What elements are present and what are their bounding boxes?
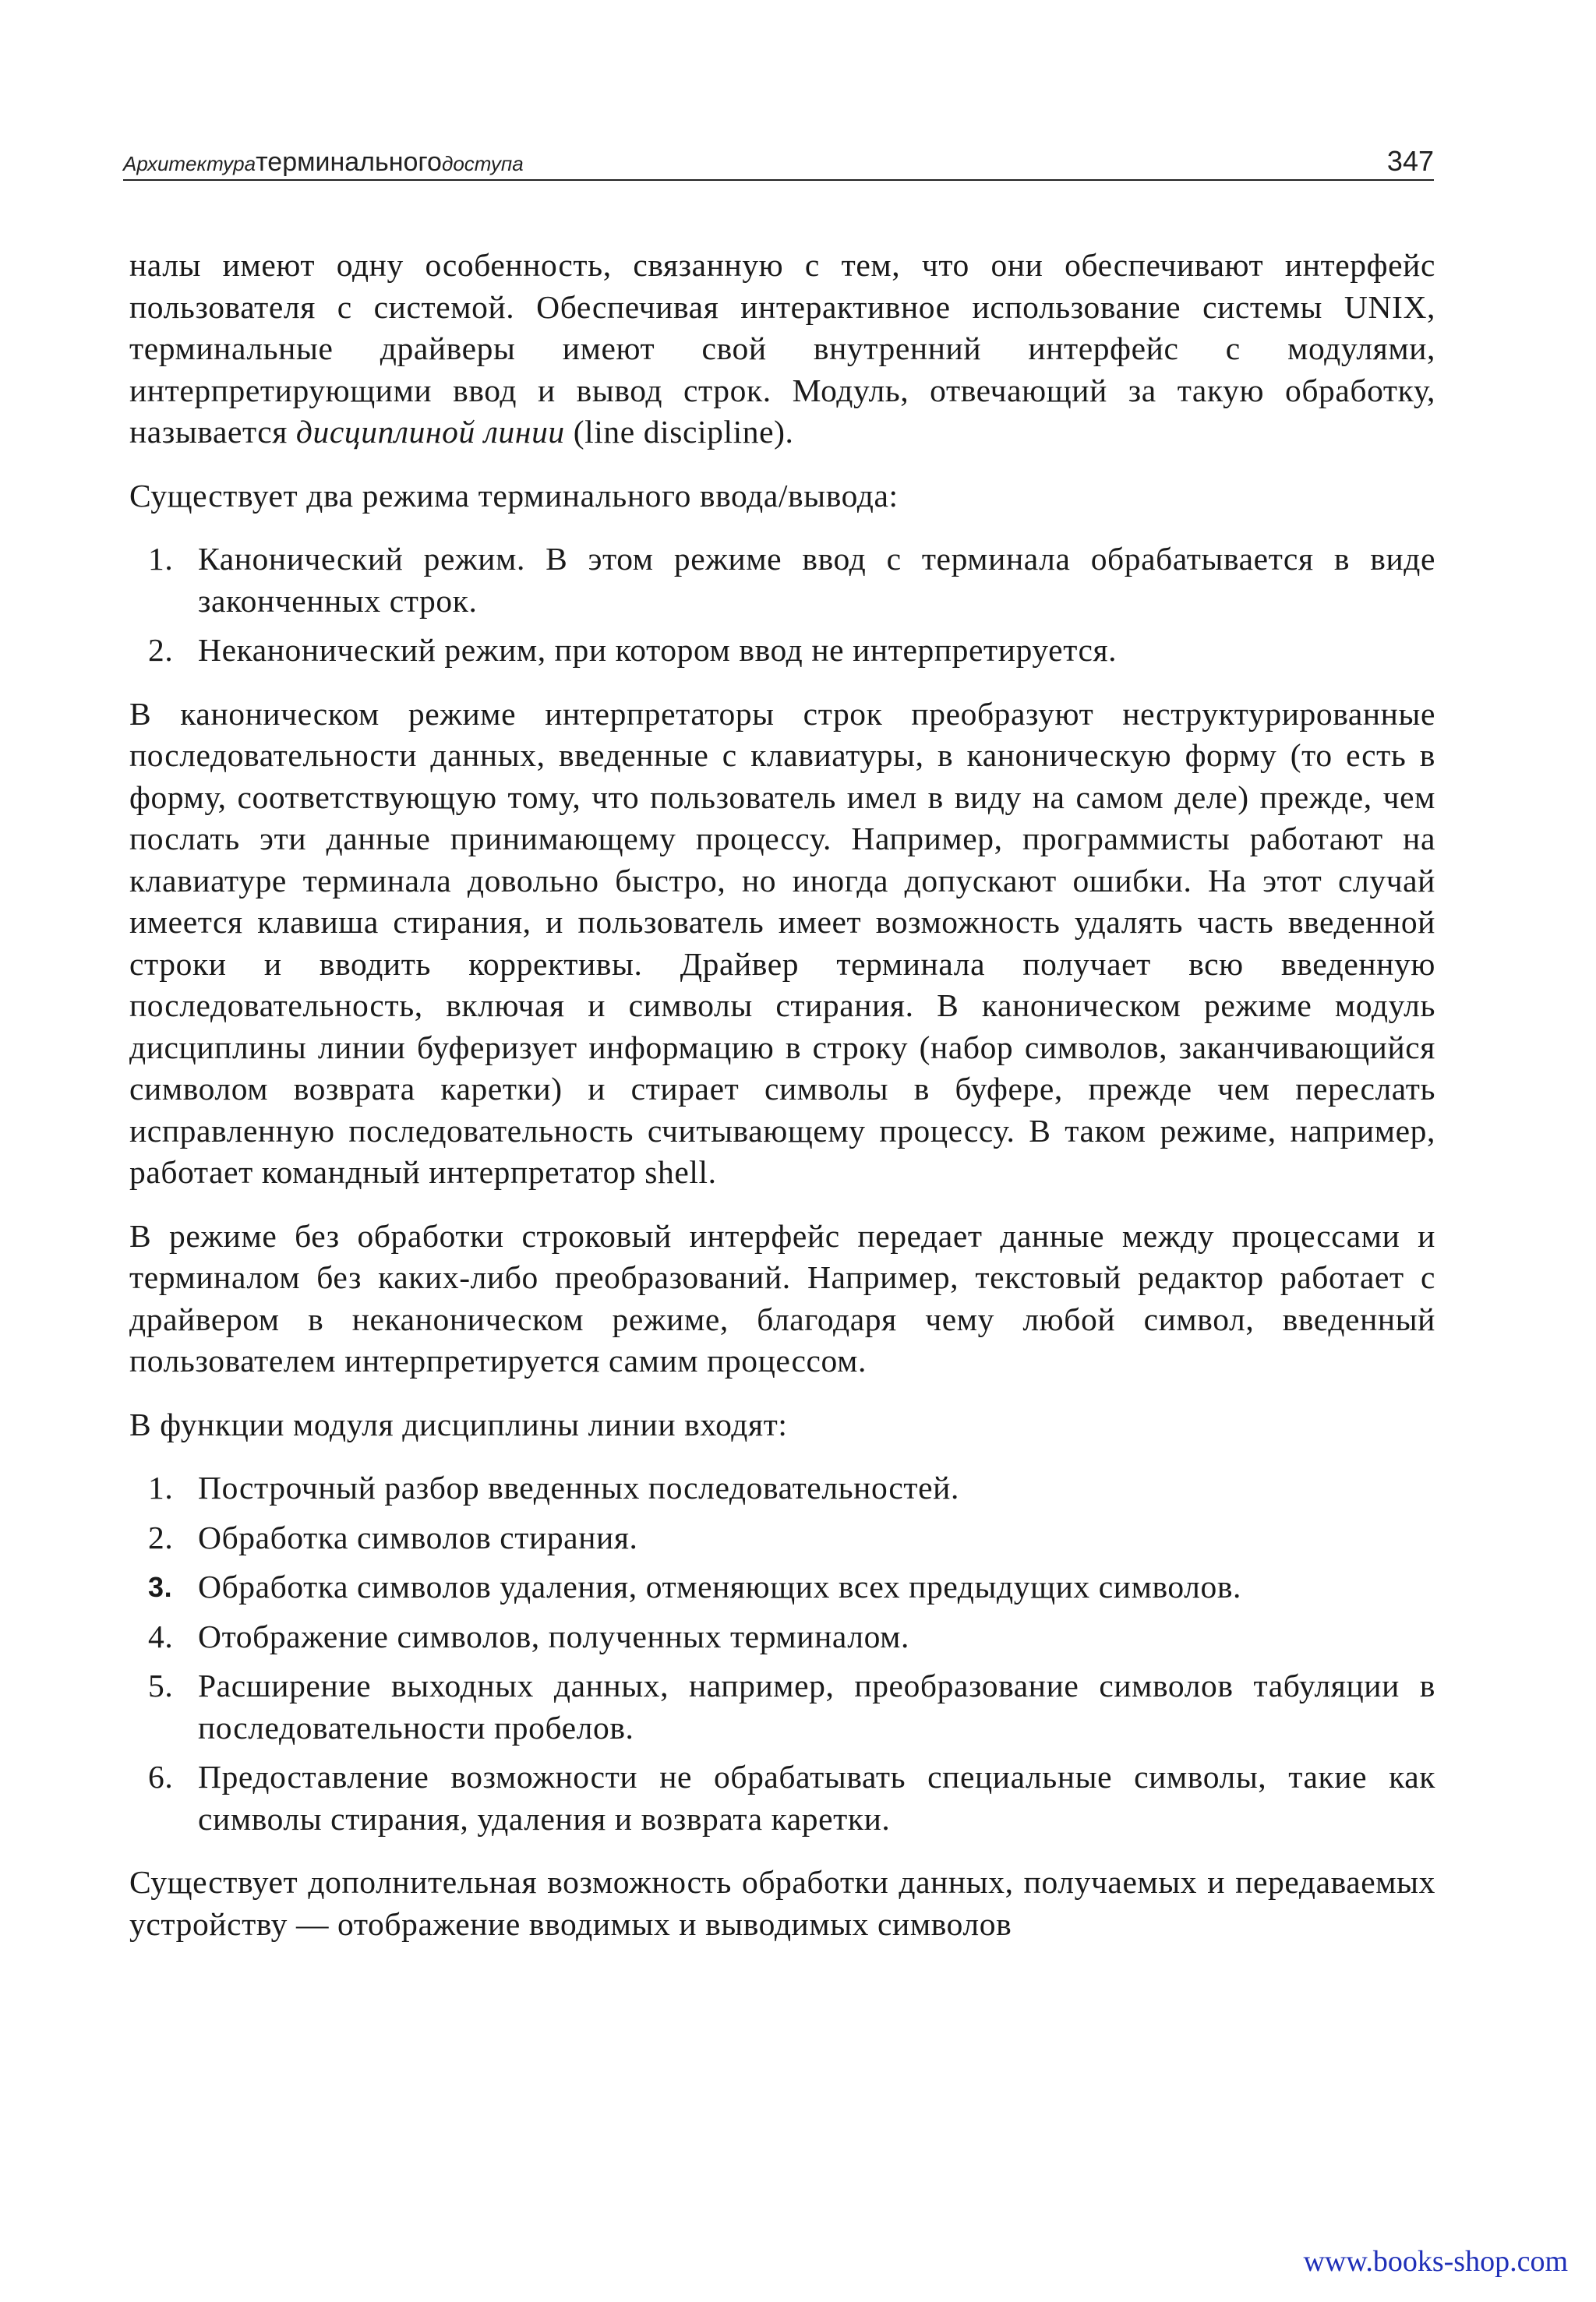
list-number: 2. xyxy=(148,632,174,668)
paragraph: Существует дополнительная возможность обработки данных, получаемых и передаваемых устройству — отображение вводимых и выводимых символов xyxy=(129,1864,1435,1942)
running-header xyxy=(123,145,1434,181)
paragraph-text: налы имеют одну особенность, связанную с тем, что они обеспечивают интерфейс пользователя с системой. Обеспечивая интерактивное использование системы UNIX, терминальные драйверы имеют свой внутренний интерфейс с модулями, интерпретирующими ввод и вывод строк. Модуль, отвечающий за такую обработку, называется xyxy=(129,247,1435,450)
list-number: 1. xyxy=(148,1470,174,1506)
running-title xyxy=(123,147,524,178)
list-item-text: Неканонический режим, при котором ввод не интерпретируется. xyxy=(198,632,1118,668)
list-item-text: Отображение символов, полученных терминалом. xyxy=(198,1618,909,1654)
list-item xyxy=(129,538,1435,622)
list-number: 5. xyxy=(148,1668,174,1704)
list-item xyxy=(129,1757,1435,1840)
paragraph xyxy=(129,245,1435,454)
list-number: 4. xyxy=(148,1618,174,1654)
list-item-text: Расширение выходных данных, например, преобразование символов табуляции в последовательности пробелов. xyxy=(198,1668,1435,1746)
list-item xyxy=(129,1566,1435,1608)
list-item xyxy=(129,1616,1435,1658)
running-title-part: доступа xyxy=(441,152,524,175)
running-title-part: терминального xyxy=(256,147,442,177)
list-number: 3. xyxy=(148,1571,173,1603)
paragraph: В режиме без обработки строковый интерфейс передает данные между процессами и терминалом без каких-либо преобразований. Например, текстовый редактор работает с драйвером в неканоническом режиме, благодаря чему любой символ, введенный пользователем интерпретируется самим процессом. xyxy=(129,1217,1435,1379)
list-number: 2. xyxy=(148,1519,174,1555)
list-item-text: Построчный разбор введенных последовательностей. xyxy=(198,1470,959,1506)
list-number: 1. xyxy=(148,541,174,577)
paragraph: Существует два режима терминального ввода/вывода: xyxy=(129,477,899,514)
list-item-text: Канонический режим. В этом режиме ввод с терминала обрабатывается в виде законченных строк. xyxy=(198,541,1435,619)
list-item-text: Предоставление возможности не обрабатывать специальные символы, такие как символы стирания, удаления и возврата каретки. xyxy=(198,1759,1435,1837)
paragraph: В каноническом режиме интерпретаторы строк преобразуют неструктурированные последовательности данных, введенные с клавиатуры, в каноническую форму (то есть в форму, соответствующую тому, что пользователь имел в виду на самом деле) прежде, чем послать эти данные принимающему процессу. Например, программисты работают на клавиатуре терминала довольно быстро, но иногда допускают ошибки. На этот случай имеется клавиша стирания, и пользователь имеет возможность удалять часть введенной строки и вводить коррективы. Драйвер терминала получает всю введенную последовательность, включая и символы стирания. В каноническом режиме модуль дисциплины линии буферизует информацию в строку (набор символов, заканчивающийся символом возврата каретки) и стирает символы в буфере, прежде чем переслать исправленную последовательность считывающему процессу. В таком режиме, например, работает командный интерпретатор shell. xyxy=(129,695,1435,1190)
body-text xyxy=(129,245,1435,1967)
italic-term: дисциплиной линии xyxy=(295,414,565,450)
list-item xyxy=(129,1517,1435,1559)
paragraph: В функции модуля дисциплины линии входят: xyxy=(129,1406,788,1442)
list-item xyxy=(129,1665,1435,1749)
list-item-text: Обработка символов удаления, отменяющих всех предыдущих символов. xyxy=(198,1569,1241,1605)
running-title-part: Архитектура xyxy=(123,152,256,175)
list-number: 6. xyxy=(148,1759,174,1795)
list-item xyxy=(129,1467,1435,1509)
page-number: 347 xyxy=(1386,145,1434,177)
functions-list xyxy=(129,1467,1435,1840)
paragraph-text: (line discipline). xyxy=(564,414,794,450)
list-item-text: Обработка символов стирания. xyxy=(198,1519,638,1555)
list-item xyxy=(129,630,1435,672)
watermark-link[interactable]: www.books-shop.com xyxy=(1303,2245,1568,2278)
modes-list xyxy=(129,538,1435,672)
